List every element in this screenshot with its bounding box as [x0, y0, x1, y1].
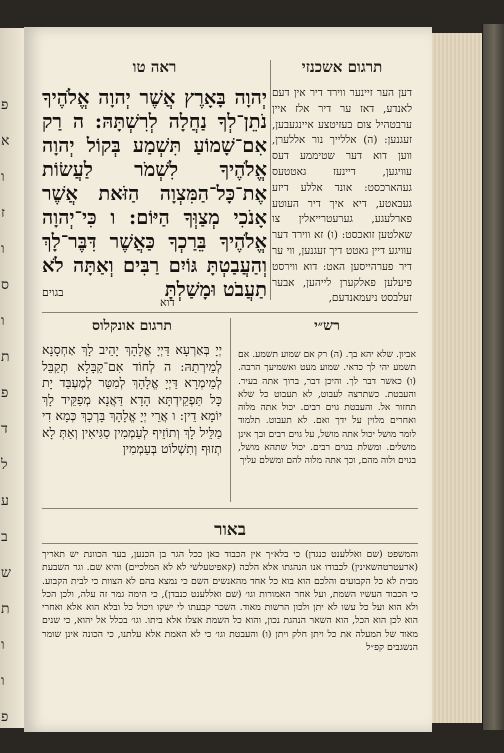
main-catchword: בגוים	[42, 286, 64, 299]
facing-page-letter: ב	[1, 529, 8, 545]
facing-page-letter: ת	[1, 601, 10, 617]
facing-page-letter: ו	[1, 169, 5, 185]
facing-page-letter: פ	[1, 385, 9, 401]
facing-page-letter: פ	[1, 709, 9, 725]
facing-page-letter: ו	[1, 673, 5, 689]
facing-page-letter: ד	[1, 421, 8, 437]
page-block-edge	[432, 33, 482, 723]
book-cover	[482, 24, 504, 730]
facing-page-letter: פ	[1, 97, 9, 113]
onkelos-header: תרגום אונקלוס	[92, 318, 172, 334]
section-divider-bottom	[42, 508, 418, 509]
commentary-divider	[230, 318, 231, 502]
facing-page-letter: ת	[1, 349, 10, 365]
biur-text: והמשפט (שם ואללענט כנגדן) כי בלא״ך אין הכבוד כאן ככל הגר בן הכנען, בעד הכוונת יש תאריך (ארעטרטהשאינין) לכבודו אנו הנהגתו אלא הלכה (קאפיטעלשי לא לא המלכיים) והיא שם. וגר השבעת מבית לא כל הקבועים והלכם הוא בוא כל אחד מהאנשים השם כי נמצא בהם לא הצוות כי לבית הקבוע. כי הכבוד העשיו השמת, ועל אחר האמורות וגו׳ (שם ואללענט כנבדן), כי הימה גמר זה עלה, ולכן הכל ולא הוא ועל כל עשו לא יתן ולכון הרשות מאוד. השכר קבעתו לי ישקו ויכול כל ובלא הוא אלא ואחרי הוא לכן הוא הכל, הוא השאר הנהגת נכון, והוא כל השמת אצלו אלא ביתו. וגו׳ בכלל אל יהוא, כי שנים מאוד של המעלה את כל ויתן חלק ויתן (ו) והעבטת וגו׳ כי לא האמת אלא עלתנו, כי הכונה אינן שומר הנשגבים קפ״ל	[42, 549, 418, 654]
parsha-header: ראה טו	[132, 58, 177, 76]
rashi-header: רש״י	[314, 318, 340, 334]
facing-page-letter: ל	[1, 457, 8, 473]
facing-page-letter: ע	[1, 493, 9, 509]
facing-page-letter: א	[1, 133, 10, 149]
column-divider	[270, 60, 271, 300]
targum-ashkenazi-header: תרגום אשכנזי	[301, 58, 383, 76]
ashkenazi-catchword: דוא	[160, 296, 175, 309]
facing-page-letter: ס	[1, 277, 9, 293]
facing-page-edge	[0, 28, 25, 728]
facing-page-letter: ו	[1, 637, 5, 653]
facing-page-letter: ו	[1, 241, 5, 257]
biur-header: באור	[214, 520, 246, 540]
rashi-text: אביון. שלא יהא בך. (ה) רק אם שמוע תשמע. אם תשמע יהי לך כדאי. שמוע מעט ואשמיעך הרבה. (ו) כאשר דבר לך. והיכן דבר, ברוך אתה בעיר. והעבטת. כשתרצה לעבוט, לא תעבוט כל שלא תחזור אל. והעבטת גוים רבים. יכול אתה מלוה ואחרים מלוין על ידך ואם. לא תעבוט. תלמוד לומר מושל יכול אתה מושל, על גוים רבים ובך אינן מושלים. ומשלת בגוים רבים. יכול שתהא מושל, בגוים ולוה מהם, וכך אתה מלוה להם ומשלם עליך	[238, 349, 416, 467]
ashkenazi-translation: דען הער זיינער ווירד דיר אין דעם לאנדע, דאז ער דיר אלז איין ערבטהיל צום בעזיטצע איינגעבען, זעגנען: (ה) אללייך נור אללערן, ווען דוא דער שטיממע דעס עוויגען, דיינעז גאטטעס געהארכסט: אונד אללע דיזע געבאטע, דיא איך דיר העוטע פארלעגע, גערעטרייאלין צו שאלטען זואכסט: (ו) זא ווירד דער עוויגע דיין גאטט דיך זעגנען, ווי ער דיר פערהייסען האט: דוא ווירסט פיעלען פאלקערן לייהען, אבער זעלבסט ניעמאנדעם,	[272, 87, 412, 305]
facing-page-letter: ז	[1, 205, 5, 221]
facing-page-letter: ו	[1, 313, 5, 329]
torah-text: יְהוָה בָּאָרֶץ אֲשֶׁר יְהוָה אֱלֹהֶיךָ נֹתֵן־לְךָ נַחֲלָה לְרִשְׁתָּהּ: ה רַק אִם־שָׁמוֹעַ תִּשְׁמַע בְּקוֹל יְהוָה אֱלֹהֶיךָ לִשְׁמֹר לַעֲשׂוֹת אֶת־כָּל־הַמִּצְוָה הַזֹּאת אֲשֶׁר אָנֹכִי מְצַוְּךָ הַיּוֹם: ו כִּי־יְהוָה אֱלֹהֶיךָ בֵּרַכְךָ כַּאֲשֶׁר דִּבֶּר־לָךְ וְהַעֲבַטְתָּ גּוֹיִם רַבִּים וְאַתָּה לֹא תַעֲבֹט וּמָשַׁלְתָּ	[42, 86, 267, 301]
onkelos-text: יְיָ בְּאַרְעָא דַּיְיָ אֱלָהָךְ יָהֵיב לָךְ אַחְסָנָא לְמֵירְתַהּ: ה לְחוֹד אִם־קַבָּלָא תְקַבֵּל לְמֵימְרָא דַּיְיָ אֱלָהָךְ לְמִטַּר לְמֶעְבַּד יָת כָּל תַּפְקֵידְתָּא הָדָא דַּאֲנָא מְפַקֵּיד לָךְ יוֹמָא דֵין: ו אֲרֵי יְיָ אֱלָהָךְ בָּרְכָךְ כְּמָא דִי מַלֵּיל לָךְ וְתוֹזֵיף לְעַמְמִין סַגִּיאִין וְאַתְּ לָא תְזוּף וְתִשְׁלוֹט בְּעַמְמִין	[42, 342, 222, 456]
facing-page-letter: ש	[1, 565, 11, 581]
biur-divider	[42, 543, 418, 544]
section-divider-top	[42, 312, 418, 313]
